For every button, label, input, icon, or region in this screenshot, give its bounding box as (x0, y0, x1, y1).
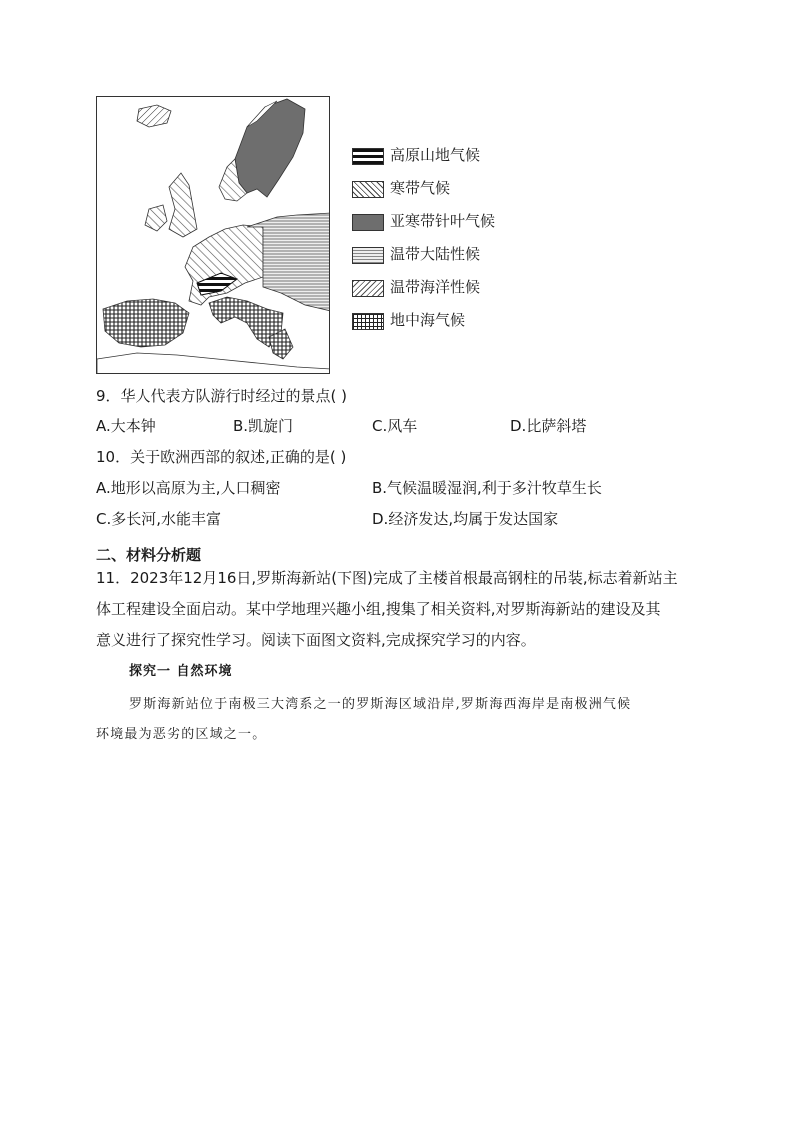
q10-option-b: B.气候温暖湿润,利于多汁牧草生长 (372, 479, 602, 497)
legend-swatch-highland (352, 148, 384, 165)
legend-item-mediterranean (352, 309, 512, 342)
legend-label-continental: 温带大陆性候 (390, 245, 481, 263)
legend-label-mediterranean: 地中海气候 (390, 311, 466, 329)
legend-item-polar (352, 177, 512, 210)
map-legend (352, 144, 512, 342)
q9-option-b: B.凯旋门 (233, 417, 294, 435)
legend-swatch-polar (352, 181, 384, 198)
legend-swatch-oceanic (352, 280, 384, 297)
europe-climate-map (96, 96, 330, 374)
q9-option-c: C.风车 (372, 417, 418, 435)
q10-option-a: A.地形以高原为主,人口稠密 (96, 479, 281, 497)
legend-swatch-continental (352, 247, 384, 264)
legend-swatch-subarctic (352, 214, 384, 231)
question-10-stem: 10．关于欧洲西部的叙述,正确的是( ) (96, 448, 347, 466)
explore-one-title: 探究一 自然环境 (129, 664, 233, 679)
legend-label-oceanic: 温带海洋性候 (390, 278, 481, 296)
q10-option-c: C.多长河,水能丰富 (96, 510, 222, 528)
legend-label-highland: 高原山地气候 (390, 146, 481, 164)
legend-item-highland (352, 144, 512, 177)
map-drawing (97, 97, 330, 374)
q9-option-a: A.大本钟 (96, 417, 156, 435)
legend-label-subarctic: 亚寒带针叶气候 (390, 212, 496, 230)
section-title-material-analysis: 二、材料分析题 (96, 546, 202, 564)
q9-option-d: D.比萨斜塔 (510, 417, 587, 435)
question-9-stem: 9．华人代表方队游行时经过的景点( ) (96, 387, 348, 405)
explore-one-text-line-2: 环境最为恶劣的区域之一。 (96, 727, 267, 742)
q11-line-2: 体工程建设全面启动。某中学地理兴趣小组,搜集了相关资料,对罗斯海新站的建设及其 (96, 600, 661, 618)
q11-line-3: 意义进行了探究性学习。阅读下面图文资料,完成探究学习的内容。 (96, 631, 536, 649)
legend-label-polar: 寒带气候 (390, 179, 451, 197)
legend-swatch-mediterranean (352, 313, 384, 330)
legend-item-oceanic (352, 276, 512, 309)
explore-one-text-line-1: 罗斯海新站位于南极三大湾系之一的罗斯海区域沿岸,罗斯海西海岸是南极洲气候 (129, 697, 632, 712)
q11-line-1: 11．2023年12月16日,罗斯海新站(下图)完成了主楼首根最高钢柱的吊装,标志着新站主 (96, 569, 678, 587)
legend-item-continental (352, 243, 512, 276)
climate-map-figure (96, 96, 508, 374)
legend-item-subarctic (352, 210, 512, 243)
q10-option-d: D.经济发达,均属于发达国家 (372, 510, 559, 528)
